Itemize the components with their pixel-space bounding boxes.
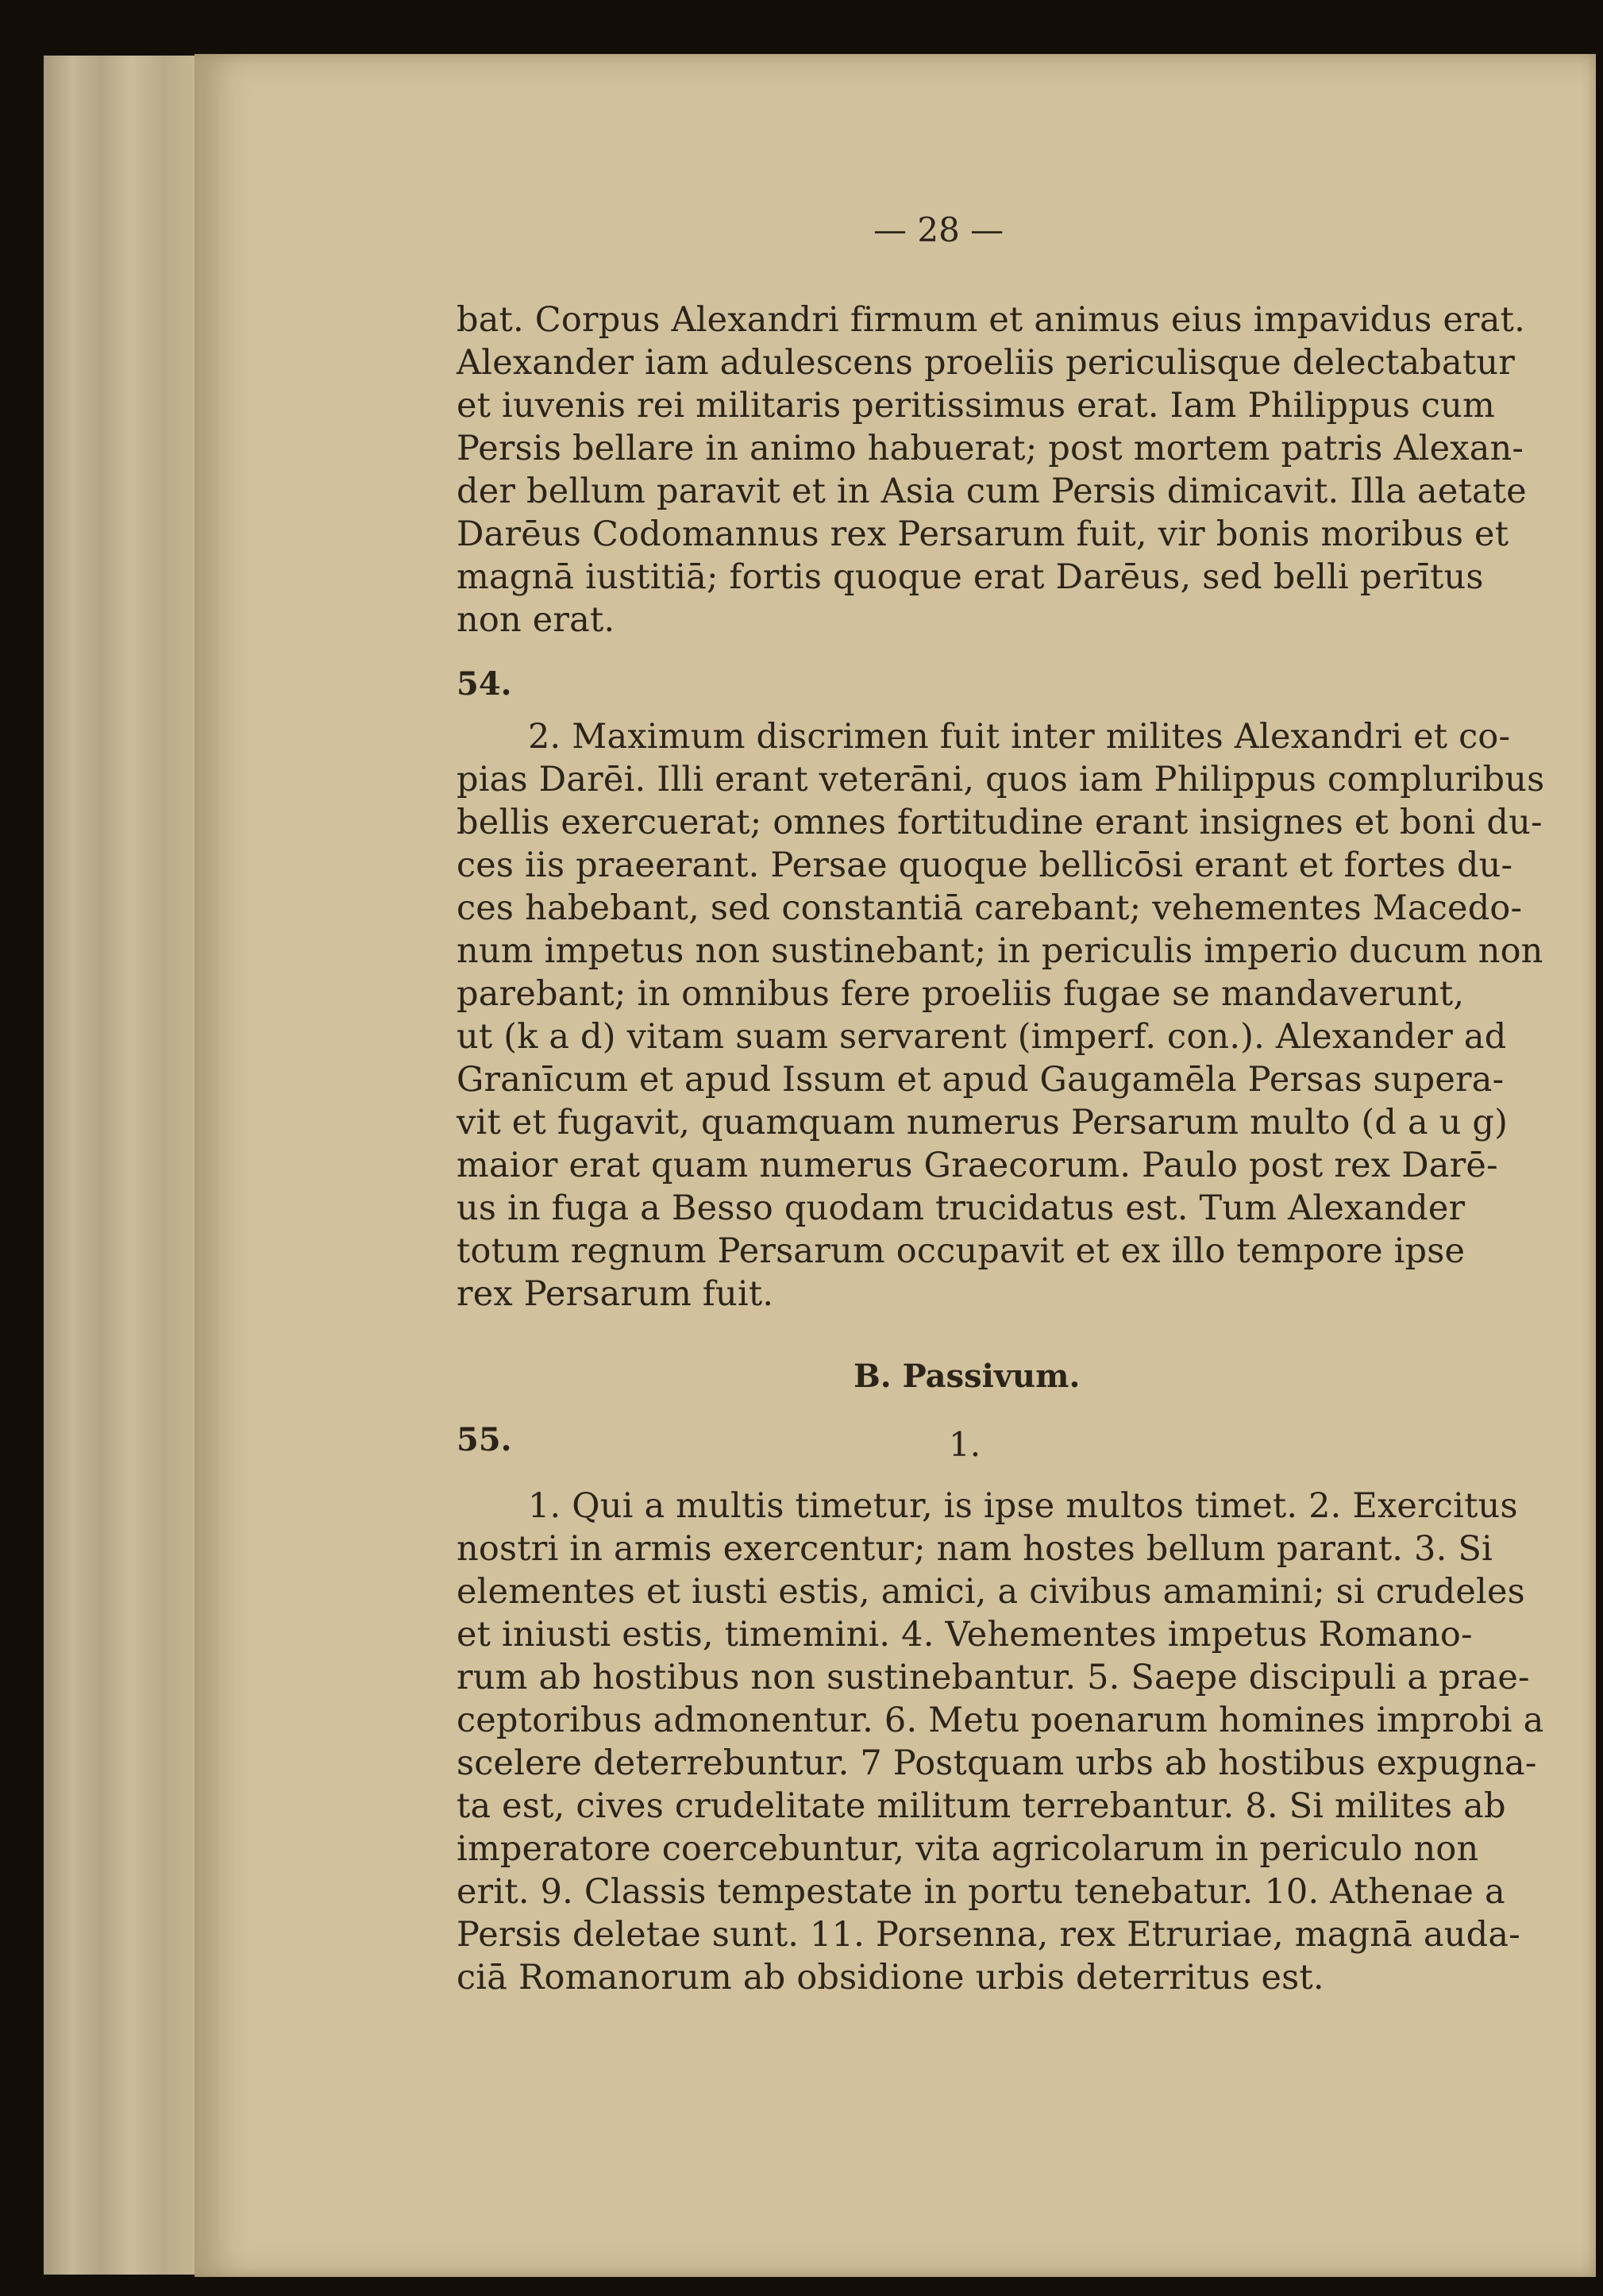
text-line: elementes et iusti estis, amici, a civibus amamini; si crudeles <box>457 1572 1525 1612</box>
text-line: ta est, cives crudelitate militum terrebantur. 8. Si milites ab <box>457 1786 1506 1826</box>
text-line: maior erat quam numerus Graecorum. Paulo post rex Darē- <box>457 1146 1498 1185</box>
text-line: 1. Qui a multis timetur, is ipse multos timet. 2. Exercitus <box>528 1486 1518 1526</box>
text-line: et iuvenis rei militaris peritissimus erat. Iam Philippus cum <box>457 386 1496 426</box>
text-line: bat. Corpus Alexandri firmum et animus eius impavidus erat. <box>457 300 1525 340</box>
text-line: Alexander iam adulescens proeliis periculisque delectabatur <box>457 343 1515 383</box>
text-line: ut (k a d) vitam suam servarent (imperf. con.). Alexander ad <box>457 1017 1507 1057</box>
section-number-54: 54. <box>457 665 512 703</box>
page-number: — 28 — <box>873 210 1004 249</box>
text-line: 2. Maximum discrimen fuit inter milites Alexandri et co- <box>528 717 1511 757</box>
text-line: et iniusti estis, timemini. 4. Vehementes impetus Romano- <box>457 1615 1473 1655</box>
text-line: Persis deletae sunt. 11. Porsenna, rex Etruriae, magnā auda- <box>457 1915 1520 1955</box>
text-line: bellis exercuerat; omnes fortitudine erant insignes et boni du- <box>457 803 1543 842</box>
text-line: magnā iustitiā; fortis quoque erat Darēus, sed belli perītus <box>457 557 1484 597</box>
text-line: non erat. <box>457 600 615 640</box>
text-line: erit. 9. Classis tempestate in portu tenebatur. 10. Athenae a <box>457 1872 1505 1912</box>
subsection-number: 1. <box>949 1425 981 1464</box>
text-line: scelere deterrebuntur. 7 Postquam urbs ab hostibus expugna- <box>457 1743 1537 1783</box>
text-line: ciā Romanorum ab obsidione urbis deterritus est. <box>457 1958 1324 1997</box>
text-line: imperatore coercebuntur, vita agricolarum in periculo non <box>457 1829 1479 1869</box>
text-line: Persis bellare in animo habuerat; post mortem patris Alexan- <box>457 429 1524 468</box>
text-line: Granīcum et apud Issum et apud Gaugamēla Persas supera- <box>457 1060 1505 1100</box>
text-line: vit et fugavit, quamquam numerus Persarum multo (d a u g) <box>457 1103 1509 1142</box>
stacked-page-edges <box>44 56 202 2275</box>
text-line: parebant; in omnibus fere proeliis fugae se mandaverunt, <box>457 974 1465 1014</box>
text-line: Darēus Codomannus rex Persarum fuit, vir bonis moribus et <box>457 514 1509 554</box>
section-number-55: 55. <box>457 1421 512 1458</box>
text-line: num impetus non sustinebant; in periculis imperio ducum non <box>457 931 1543 971</box>
text-line: ces iis praeerant. Persae quoque bellicōsi erant et fortes du- <box>457 846 1513 885</box>
text-line: rex Persarum fuit. <box>457 1274 774 1314</box>
text-line: ces habebant, sed constantiā carebant; vehementes Macedo- <box>457 888 1523 928</box>
text-line: nostri in armis exercentur; nam hostes bellum parant. 3. Si <box>457 1529 1493 1569</box>
text-line: ceptoribus admonentur. 6. Metu poenarum homines improbi a <box>457 1701 1544 1740</box>
text-line: pias Darēi. Illi erant veterāni, quos iam Philippus compluribus <box>457 760 1545 799</box>
text-line: totum regnum Persarum occupavit et ex illo tempore ipse <box>457 1231 1466 1271</box>
text-line: rum ab hostibus non sustinebantur. 5. Saepe discipuli a prae- <box>457 1658 1530 1697</box>
section-heading-passivum: B. Passivum. <box>854 1358 1081 1395</box>
text-line: der bellum paravit et in Asia cum Persis dimicavit. Illa aetate <box>457 472 1527 511</box>
text-line: us in fuga a Besso quodam trucidatus est. Tum Alexander <box>457 1188 1466 1228</box>
